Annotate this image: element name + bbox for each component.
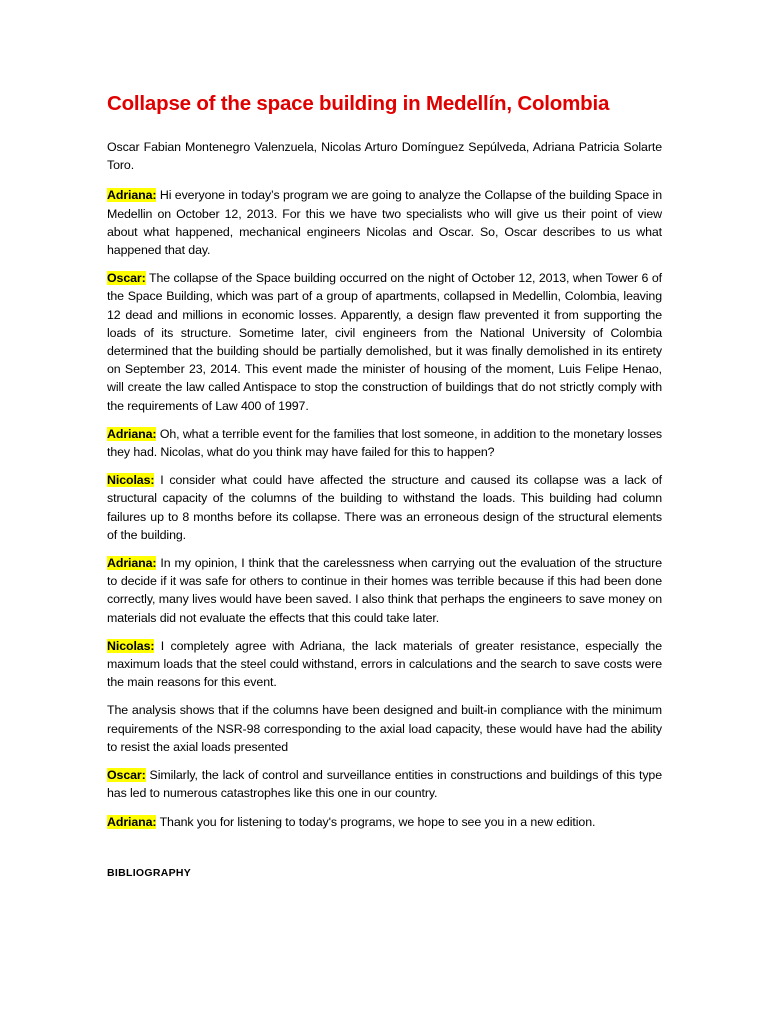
paragraph-text: Hi everyone in today’s program we are going to analyze the Collapse of the building Space in Medellin on October 12, 2013. For this we have two specialists who will give us their point of view about what happened, mechanical engineers Nicolas and Oscar. So, Oscar describes to us what happened that day.	[107, 188, 662, 258]
paragraph-text: Thank you for listening to today's programs, we hope to see you in a new edition.	[156, 814, 596, 829]
dialogue-paragraph-3	[107, 425, 662, 461]
paragraph-text: I consider what could have affected the structure and caused its collapse was a lack of structural capacity of the columns of the building to withstand the loads. This building had column failures up to 8 months before its collapse. There was an erroneous design of the structural elements of the building.	[107, 473, 662, 542]
speaker-label: Adriana:	[107, 556, 157, 571]
speaker-label: Nicolas:	[107, 638, 155, 653]
speaker-label: Oscar:	[107, 768, 146, 783]
document-title: Collapse of the space building in Medellín, Colombia	[107, 92, 610, 115]
dialogue-paragraph-9	[107, 813, 662, 831]
dialogue-paragraph-8	[107, 766, 662, 802]
speaker-label: Nicolas:	[107, 473, 155, 488]
paragraph-text: In my opinion, I think that the carelessness when carrying out the evaluation of the structure to decide if it was safe for others to continue in their homes was terrible because if this had been done correctly, many lives would have been saved. I also think that perhaps the engineers to save money on materials did not evaluate the effects that this could take later.	[107, 556, 662, 625]
dialogue-paragraph-2	[107, 269, 662, 415]
dialogue-paragraph-6	[107, 637, 662, 692]
paragraph-text: The analysis shows that if the columns have been designed and built-in compliance with the minimum requirements of the NSR-98 corresponding to the axial load capacity, these would have had the ability to resist the axial loads presented	[107, 703, 662, 754]
dialogue-paragraph-4	[107, 471, 662, 544]
dialogue-paragraph-5	[107, 554, 662, 627]
paragraph-text: I completely agree with Adriana, the lack materials of greater resistance, especially the maximum loads that the steel could withstand, errors in calculations and the search to save costs were the main reasons for this event.	[107, 638, 662, 690]
analysis-paragraph	[107, 701, 662, 756]
paragraph-text: The collapse of the Space building occurred on the night of October 12, 2013, when Tower 6 of the Space Building, which was part of a group of apartments, collapsed in Medellin, Colombia, leaving 12 dead and millions in economic losses. Apparently, a design flaw prevented it from supporting the loads of its structure. Sometime later, civil engineers from the National University of Colombia determined that the building should be partially demolished, but it was finally demolished in its entirety on September 23, 2014. This event made the minister of housing of the moment, Luis Felipe Henao, will create the law called Antispace to stop the construction of buildings that do not strictly comply with the requirements of Law 400 of 1997.	[107, 271, 662, 413]
speaker-label: Adriana:	[107, 188, 157, 203]
authors-line: Oscar Fabian Montenegro Valenzuela, Nicolas Arturo Domínguez Sepúlveda, Adriana Patricia Solarte Toro.	[107, 140, 662, 173]
paragraph-text: Oh, what a terrible event for the families that lost someone, in addition to the monetary losses they had. Nicolas, what do you think may have failed for this to happen?	[107, 426, 662, 460]
speaker-label: Adriana:	[107, 426, 157, 441]
speaker-label: Oscar:	[107, 271, 146, 286]
bibliography-heading: BIBLIOGRAPHY	[107, 866, 192, 879]
speaker-label: Adriana:	[107, 814, 157, 829]
document-page	[107, 92, 662, 879]
paragraph-text: Similarly, the lack of control and surveillance entities in constructions and buildings of this type has led to numerous catastrophes like this one in our country.	[107, 768, 662, 801]
dialogue-paragraph-1	[107, 186, 662, 259]
